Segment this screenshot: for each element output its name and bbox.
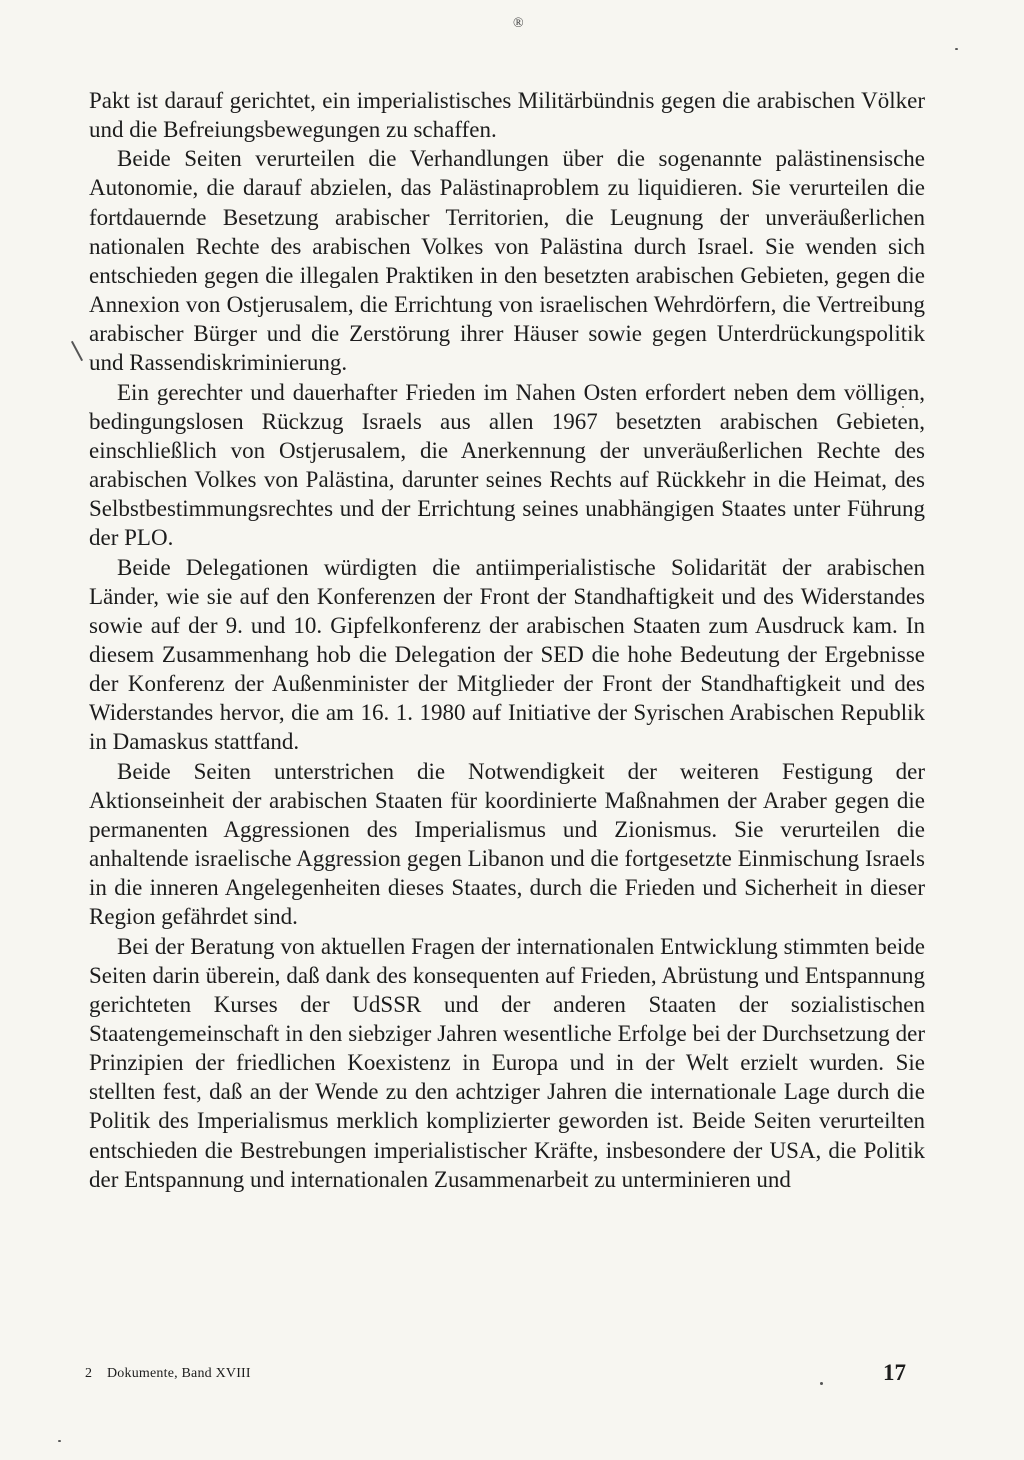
paper-speck [902,406,904,408]
signature-text: Dokumente, Band XVIII [107,1366,251,1381]
paper-speck [955,48,958,50]
paragraph: Ein gerechter und dauerhafter Frieden im Nahen Osten erfordert neben dem völligen, bedingungslosen Rückzug Israels aus allen 1967 besetzten arabischen Gebieten, einschließlich von Ostjerusalem, die Anerkennung der unveräußerlichen Rechte des arabischen Volkes von Palästina, darunter seines Rechts auf Rückkehr in die Heimat, des Selbstbestimmungsrechtes und der Errichtung seines unabhängigen Staates unter Führung der PLO. [89,379,925,551]
paper-speck [820,1382,823,1385]
page-number: 17 [883,1360,906,1385]
paragraph: Beide Delegationen würdigten die antiimperialistische Solidarität der arabischen Länder, wie sie auf den Konferenzen der Front der Standhaftigkeit und des Widerstandes sowie auf der 9. und 10. Gipfelkonferenz der arabischen Staaten zum Ausdruck kam. In diesem Zusammenhang hob die Delegation der SED die hohe Bedeutung der Ergebnisse der Konferenz der Außenminister der Mitglieder der Front der Standhaftigkeit und des Widerstandes hervor, die am 16. 1. 1980 auf Initiative der Syrischen Arabischen Republik in Damaskus stattfand. [89,554,925,755]
print-mark: ® [513,16,524,31]
page-footer [0,1360,1024,1390]
margin-mark [71,341,83,361]
body-text [89,86,925,1194]
paragraph: Beide Seiten verurteilen die Verhandlungen über die sogenannte palästinensische Autonomie, die darauf abzielen, das Palästinaproblem zu liquidieren. Sie verurteilen die fortdauernde Besetzung arabischer Territorien, die Leugnung der unveräußerlichen nationalen Rechte des arabischen Volkes von Palästina durch Israel. Sie wenden sich entschieden gegen die illegalen Praktiken in den besetzten arabischen Gebieten, gegen die Annexion von Ostjerusalem, die Errichtung von israelischen Wehrdörfern, die Vertreibung arabischer Bürger und die Zerstörung ihrer Häuser sowie gegen Unterdrückungspolitik und Rassendiskriminierung. [89,146,925,376]
paragraph: Bei der Beratung von aktuellen Fragen der internationalen Entwicklung stimmten beide Seiten darin überein, daß dank des konsequenten auf Frieden, Abrüstung und Entspannung gerichteten Kurses der UdSSR und der anderen Staaten der sozialistischen Staatengemeinschaft in den siebziger Jahren wesentliche Erfolge bei der Durchsetzung der Prinzipien der friedlichen Koexistenz in Europa und in der Welt erzielt wurden. Sie stellten fest, daß an der Wende zu den achtziger Jahren die internationale Lage durch die Politik des Imperialismus merklich komplizierter geworden ist. Beide Seiten verurteilten entschieden die Bestrebungen imperialistischer Kräfte, insbesondere der USA, die Politik der Entspannung und internationalen Zusammenarbeit zu unterminieren und [89,933,925,1192]
paper-speck [58,1440,61,1442]
signature-number: 2 [85,1366,92,1381]
paragraph: Beide Seiten unterstrichen die Notwendigkeit der weiteren Festigung der Aktionseinheit der arabischen Staaten für koordinierte Maßnahmen der Araber gegen die permanenten Aggressionen des Imperialismus und Zionismus. Sie verurteilen die anhaltende israelische Aggression gegen Libanon und die fortgesetzte Einmischung Israels in die inneren Angelegenheiten dieses Staates, durch die Frieden und Sicherheit in dieser Region gefährdet sind. [89,758,925,930]
paragraph-continuation: Pakt ist darauf gerichtet, ein imperialistisches Militärbündnis gegen die arabischen Völker und die Befreiungsbewegungen zu schaffen. [89,88,925,143]
